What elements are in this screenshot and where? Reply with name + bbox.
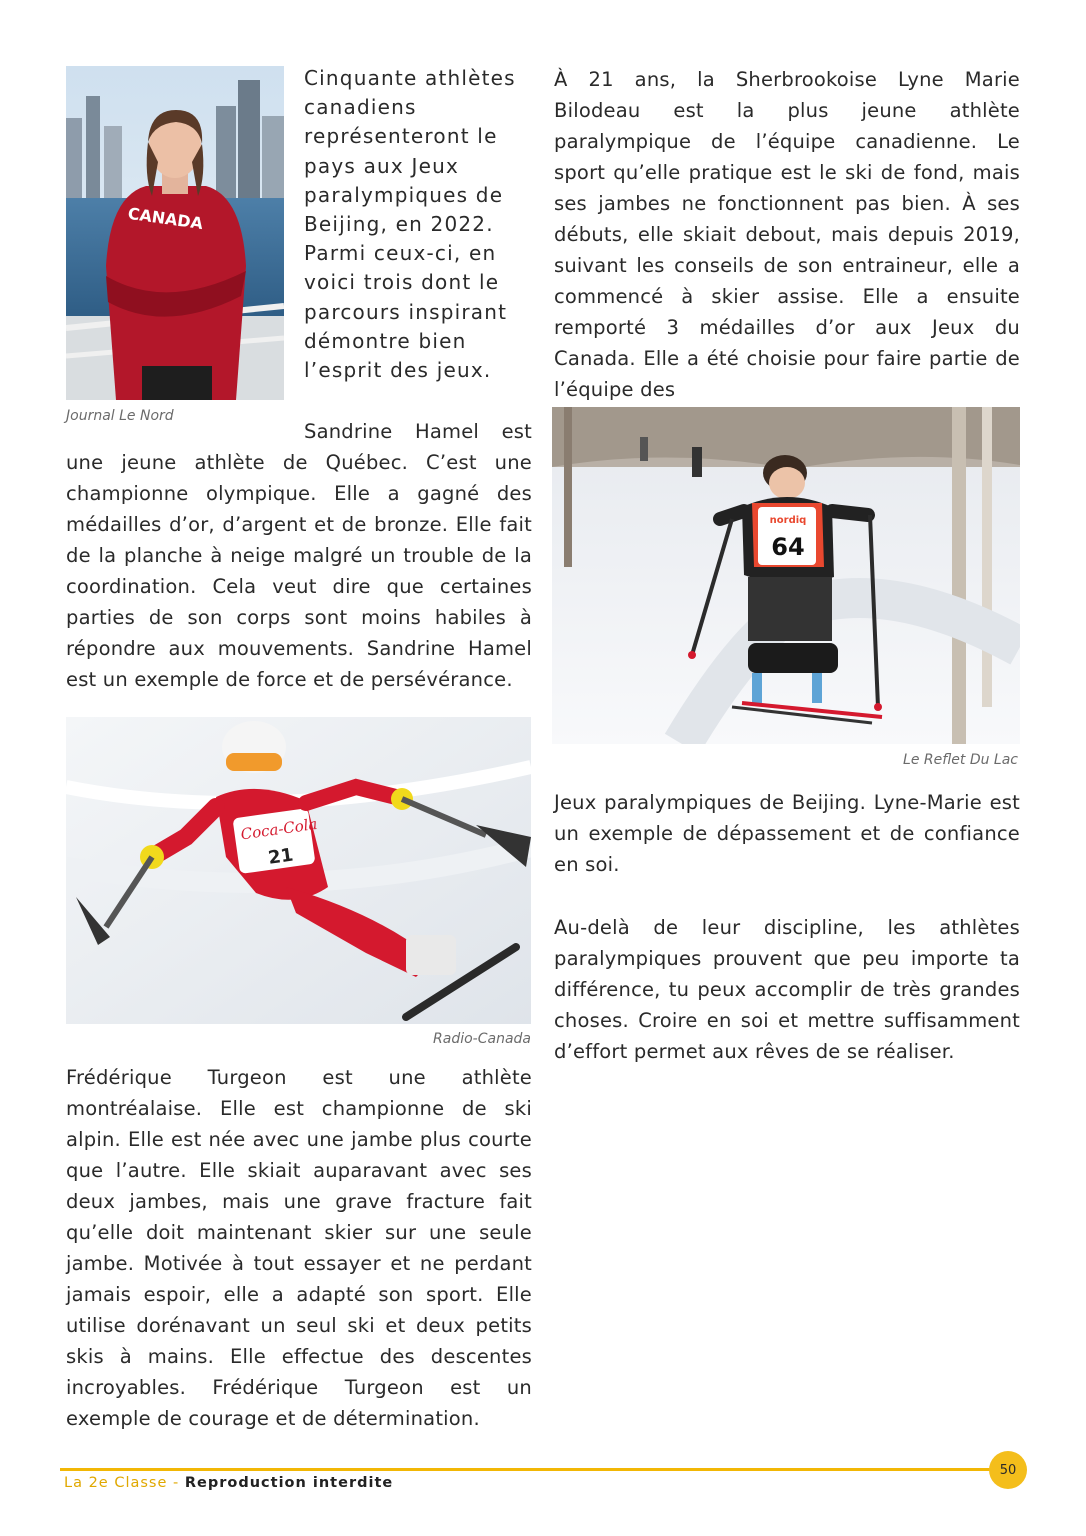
footer-brand: La 2e Classe (64, 1475, 168, 1491)
conclusion-paragraph: Au-delà de leur discipline, les athlètes paralympiques prouvent que peu importe ta différence, tu peux accomplir de très grandes choses. Croire en soi et mettre suffisamment d’effort permet aux rêves de se réaliser. (554, 916, 1020, 1063)
footer-notice: Reproduction interdite (184, 1475, 394, 1491)
athlete-photo-frederique (66, 717, 531, 1024)
bib-number: 21 (266, 844, 295, 869)
athlete-photo-lyne-marie (552, 407, 1020, 744)
jacket-text: CANADA (126, 203, 205, 234)
athlete-photo-sandrine (66, 66, 284, 400)
photo-caption-radio-canada: Radio-Canada (433, 1031, 531, 1047)
lyne-marie-paragraph-start: À 21 ans, la Sherbrookoise Lyne Marie Bilodeau est la plus jeune athlète paralympique de l’équipe canadienne. Le sport qu’elle pratique est le ski de fond, mais ses jambes ne fonctionnent pas bien. À ses débuts, elle skiait debout, mais depuis 2019, suivant les conseils de son entraineur, elle a commencé à skier assise. Elle a ensuite remporté 3 médailles d’or aux Jeux du Canada. Elle a été choisie pour faire partie de l’équipe des (554, 68, 1020, 401)
frederique-turgeon-paragraph: Frédérique Turgeon est une athlète montréalaise. Elle est championne de ski alpin. Elle est née avec une jambe plus courte que l’autre. Elle skiait auparavant avec ses deux jambes, mais une grave fracture fait qu’elle doit maintenant skier sur une seule jambe. Motivée à tout essayer et ne perdant jamais espoir, elle a adapté son sport. Elle utilise dorénavant un seul ski et deux petits skis à mains. Elle effectue des descentes incroyables. Frédérique Turgeon est un exemple de courage et de détermination. (66, 1066, 532, 1430)
footer-copyright (64, 1475, 393, 1491)
intro-paragraph: Cinquante athlètes canadiens représenteront le pays aux Jeux paralympiques de Beijing, en 2022. Parmi ceux-ci, en voici trois dont le parcours inspirant démontre bien l’esprit des jeux. (304, 66, 516, 383)
photo-caption-le-reflet-du-lac: Le Reflet Du Lac (903, 752, 1018, 768)
page-number: 50 (999, 1462, 1017, 1478)
photo-caption-journal-le-nord: Journal Le Nord (66, 408, 174, 424)
footer-separator: - (167, 1475, 185, 1491)
footer-divider (60, 1468, 994, 1471)
sandrine-hamel-paragraph: Sandrine Hamel est une jeune athlète de Québec. C’est une championne olympique. Elle a gagné des médailles d’or, d’argent et de bronze. Elle fait de la planche à neige malgré un trouble de la coordination. Cela veut dire que certaines parties de son corps sont moins habiles à répondre aux mouvements. Sandrine Hamel est un exemple de force et de persévérance. (66, 420, 532, 691)
page-number-badge (989, 1451, 1027, 1489)
bib-text-nordiq: nordiq (769, 515, 807, 526)
lyne-marie-paragraph-end: Jeux paralympiques de Beijing. Lyne-Marie est un exemple de dépassement et de confiance en soi. (554, 791, 1020, 876)
bib-number-64: 64 (771, 533, 805, 561)
bib-text: Coca-Cola (239, 814, 319, 844)
